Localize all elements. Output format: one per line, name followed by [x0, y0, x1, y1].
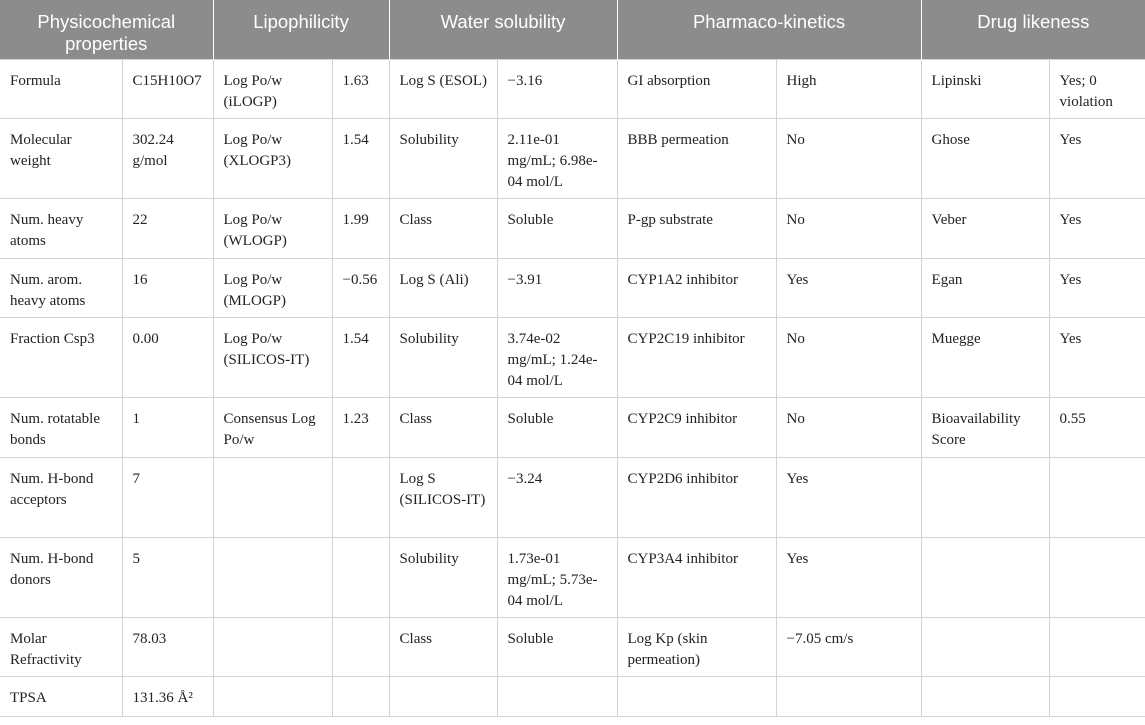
phys-label-cell: Num. arom. heavy atoms — [0, 258, 122, 318]
phys-label-cell: Num. H-bond donors — [0, 537, 122, 617]
drug-label-cell — [921, 457, 1049, 537]
pk-label-cell: CYP3A4 inhibitor — [617, 537, 776, 617]
water-value-cell: −3.91 — [497, 258, 617, 318]
table-row — [0, 617, 1145, 677]
table-row — [0, 677, 1145, 717]
table-row — [0, 537, 1145, 617]
water-label-cell: Class — [389, 398, 497, 458]
pk-value-cell: No — [776, 199, 921, 259]
phys-value-cell: 7 — [122, 457, 213, 537]
water-value-cell: Soluble — [497, 199, 617, 259]
water-label-cell — [389, 677, 497, 717]
pk-label-cell: Log Kp (skin permeation) — [617, 617, 776, 677]
water-value-cell: Soluble — [497, 617, 617, 677]
pk-value-cell: Yes — [776, 537, 921, 617]
lipo-label-cell — [213, 457, 332, 537]
phys-label-cell: Fraction Csp3 — [0, 318, 122, 398]
table-row — [0, 258, 1145, 318]
lipo-label-cell: Log Po/w (XLOGP3) — [213, 119, 332, 199]
table-row — [0, 457, 1145, 537]
water-value-cell — [497, 677, 617, 717]
water-value-cell: 2.11e-01 mg/mL; 6.98e-04 mol/L — [497, 119, 617, 199]
pk-value-cell: Yes — [776, 258, 921, 318]
phys-label-cell: TPSA — [0, 677, 122, 717]
drug-label-cell — [921, 537, 1049, 617]
header-physicochemical: Physicochemical properties — [0, 0, 213, 59]
water-value-cell: Soluble — [497, 398, 617, 458]
lipo-value-cell — [332, 617, 389, 677]
drug-value-cell — [1049, 457, 1145, 537]
pk-label-cell: P-gp substrate — [617, 199, 776, 259]
drug-value-cell: Yes — [1049, 119, 1145, 199]
lipo-value-cell: −0.56 — [332, 258, 389, 318]
header-water-solubility: Water solubility — [389, 0, 617, 59]
pk-label-cell: GI absorption — [617, 59, 776, 119]
lipo-label-cell: Consensus Log Po/w — [213, 398, 332, 458]
pk-value-cell: No — [776, 318, 921, 398]
lipo-label-cell — [213, 537, 332, 617]
phys-value-cell: 302.24 g/mol — [122, 119, 213, 199]
water-label-cell: Class — [389, 199, 497, 259]
lipo-value-cell: 1.54 — [332, 119, 389, 199]
pk-label-cell: BBB permeation — [617, 119, 776, 199]
pk-value-cell: −7.05 cm/s — [776, 617, 921, 677]
drug-label-cell: Lipinski — [921, 59, 1049, 119]
phys-value-cell: C15H10O7 — [122, 59, 213, 119]
drug-label-cell: Ghose — [921, 119, 1049, 199]
water-label-cell: Solubility — [389, 318, 497, 398]
pk-label-cell — [617, 677, 776, 717]
lipo-label-cell: Log Po/w (WLOGP) — [213, 199, 332, 259]
drug-value-cell: Yes — [1049, 199, 1145, 259]
lipo-value-cell: 1.99 — [332, 199, 389, 259]
phys-value-cell: 5 — [122, 537, 213, 617]
phys-value-cell: 22 — [122, 199, 213, 259]
drug-value-cell — [1049, 537, 1145, 617]
pk-value-cell: Yes — [776, 457, 921, 537]
water-label-cell: Log S (SILICOS-IT) — [389, 457, 497, 537]
water-label-cell: Solubility — [389, 537, 497, 617]
phys-value-cell: 131.36 Å² — [122, 677, 213, 717]
phys-label-cell: Molar Refractivity — [0, 617, 122, 677]
lipo-value-cell: 1.23 — [332, 398, 389, 458]
water-value-cell: 3.74e-02 mg/mL; 1.24e-04 mol/L — [497, 318, 617, 398]
phys-label-cell: Num. heavy atoms — [0, 199, 122, 259]
water-value-cell: −3.24 — [497, 457, 617, 537]
lipo-label-cell — [213, 617, 332, 677]
drug-label-cell: Veber — [921, 199, 1049, 259]
phys-label-cell: Num. rotatable bonds — [0, 398, 122, 458]
lipo-label-cell — [213, 677, 332, 717]
phys-value-cell: 1 — [122, 398, 213, 458]
header-lipophilicity: Lipophilicity — [213, 0, 389, 59]
phys-label-cell: Molecular weight — [0, 119, 122, 199]
lipo-value-cell — [332, 677, 389, 717]
table-row — [0, 119, 1145, 199]
header-row — [0, 0, 1145, 59]
phys-value-cell: 16 — [122, 258, 213, 318]
lipo-label-cell: Log Po/w (SILICOS-IT) — [213, 318, 332, 398]
pk-label-cell: CYP1A2 inhibitor — [617, 258, 776, 318]
lipo-value-cell — [332, 457, 389, 537]
phys-value-cell: 0.00 — [122, 318, 213, 398]
drug-label-cell — [921, 677, 1049, 717]
water-label-cell: Solubility — [389, 119, 497, 199]
lipo-label-cell: Log Po/w (MLOGP) — [213, 258, 332, 318]
drug-value-cell: Yes — [1049, 318, 1145, 398]
water-label-cell: Class — [389, 617, 497, 677]
water-value-cell: 1.73e-01 mg/mL; 5.73e-04 mol/L — [497, 537, 617, 617]
table-row — [0, 59, 1145, 119]
lipo-label-cell: Log Po/w (iLOGP) — [213, 59, 332, 119]
header-drug-likeness: Drug likeness — [921, 0, 1145, 59]
phys-label-cell: Num. H-bond acceptors — [0, 457, 122, 537]
drug-value-cell — [1049, 617, 1145, 677]
drug-value-cell — [1049, 677, 1145, 717]
pk-label-cell: CYP2D6 inhibitor — [617, 457, 776, 537]
table-row — [0, 398, 1145, 458]
water-value-cell: −3.16 — [497, 59, 617, 119]
water-label-cell: Log S (Ali) — [389, 258, 497, 318]
pk-value-cell: High — [776, 59, 921, 119]
pk-label-cell: CYP2C9 inhibitor — [617, 398, 776, 458]
pk-value-cell: No — [776, 119, 921, 199]
drug-value-cell: Yes — [1049, 258, 1145, 318]
lipo-value-cell: 1.63 — [332, 59, 389, 119]
pk-value-cell: No — [776, 398, 921, 458]
phys-value-cell: 78.03 — [122, 617, 213, 677]
pk-value-cell — [776, 677, 921, 717]
table-row — [0, 318, 1145, 398]
drug-label-cell: Egan — [921, 258, 1049, 318]
drug-label-cell: Bioavailability Score — [921, 398, 1049, 458]
lipo-value-cell — [332, 537, 389, 617]
pk-label-cell: CYP2C19 inhibitor — [617, 318, 776, 398]
drug-value-cell: Yes; 0 violation — [1049, 59, 1145, 119]
header-pharmacokinetics: Pharmaco-kinetics — [617, 0, 921, 59]
lipo-value-cell: 1.54 — [332, 318, 389, 398]
drug-label-cell: Muegge — [921, 318, 1049, 398]
table-row — [0, 199, 1145, 259]
drug-value-cell: 0.55 — [1049, 398, 1145, 458]
drug-label-cell — [921, 617, 1049, 677]
phys-label-cell: Formula — [0, 59, 122, 119]
water-label-cell: Log S (ESOL) — [389, 59, 497, 119]
